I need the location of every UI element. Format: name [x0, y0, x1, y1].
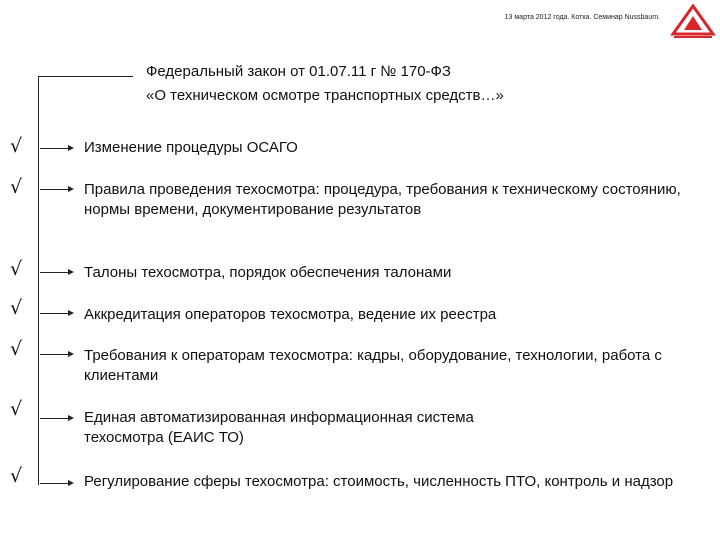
list-item: Изменение процедуры ОСАГО	[84, 139, 298, 156]
arrow-icon	[40, 148, 72, 149]
arrow-icon	[40, 354, 72, 355]
list-item: Правила проведения техосмотра: процедура, требования к техническому состоянию, нормы времени, документирование результатов	[84, 181, 681, 218]
check-mark-icon: √	[10, 398, 23, 420]
slide-title	[146, 60, 504, 108]
arrow-icon	[40, 272, 72, 273]
arrow-icon	[40, 418, 72, 419]
check-mark-icon: √	[10, 465, 23, 487]
list-item: Аккредитация операторов техосмотра, ведение их реестра	[84, 306, 497, 323]
bracket-horizontal-line	[38, 76, 133, 77]
title-line-1: Федеральный закон от 01.07.11 г № 170-ФЗ	[146, 63, 451, 80]
check-mark-icon: √	[10, 258, 23, 280]
check-mark-icon: √	[10, 135, 23, 157]
slide-header: 13 марта 2012 года. Котка. Семинар Nussbaum.	[504, 14, 660, 21]
bracket-vertical-line	[38, 76, 39, 485]
arrow-icon	[40, 483, 72, 484]
company-logo-icon	[670, 4, 716, 42]
check-mark-icon: √	[10, 176, 23, 198]
list-item: Единая автоматизированная информационная система техосмотра (ЕАИС ТО)	[84, 409, 474, 446]
list-item: Регулирование сферы техосмотра: стоимость, численность ПТО, контроль и надзор	[84, 473, 674, 490]
list-item: Требования к операторам техосмотра: кадры, оборудование, технологии, работа с клиентами	[84, 347, 662, 384]
title-line-2: «О техническом осмотре транспортных средств…»	[146, 87, 504, 104]
arrow-icon	[40, 313, 72, 314]
list-item: Талоны техосмотра, порядок обеспечения талонами	[84, 264, 452, 281]
arrow-icon	[40, 189, 72, 190]
check-mark-icon: √	[10, 297, 23, 319]
check-mark-icon: √	[10, 338, 23, 360]
